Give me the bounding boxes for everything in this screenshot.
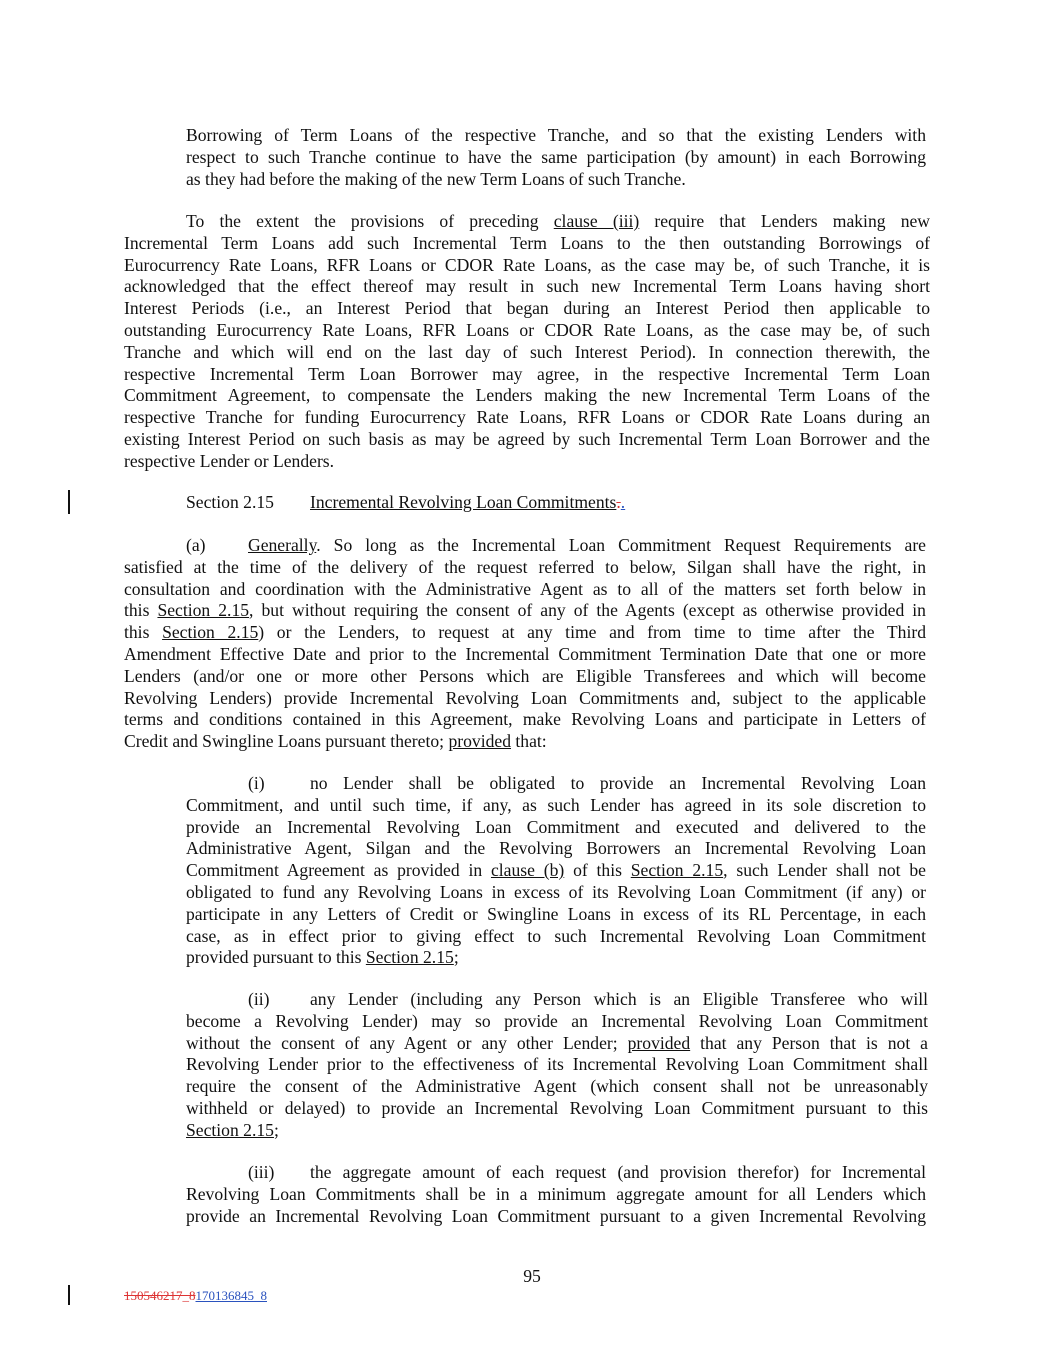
text-line — [186, 773, 926, 795]
text-fragment: Commitment Agreement as provided in — [186, 860, 483, 881]
section-reference: Section 2.15 — [162, 622, 259, 643]
text-fragment: ; — [273, 1119, 279, 1140]
text-fragment: require that Lenders making new — [654, 211, 931, 231]
clause-heading: Generally — [248, 535, 317, 555]
section-title: Incremental Revolving Loan Commitments — [310, 492, 617, 512]
inserted-punctuation: . — [620, 492, 626, 512]
text-fragment: Credit and Swingline Loans pursuant thereto; — [124, 731, 445, 752]
clause-label: (iii) — [248, 1162, 275, 1182]
text-line: respective Lender or Lenders. — [124, 450, 335, 471]
paragraph-i — [186, 773, 926, 969]
deleted-doc-id: 150546217_8 — [124, 1288, 196, 1303]
text-fragment: without the consent of any Agent or any other Lender; — [186, 1032, 618, 1053]
text-line — [186, 1033, 928, 1055]
text-fragment: this — [124, 622, 150, 643]
text-line: respective Tranche for funding Eurocurrency Rate Loans, RFR Loans or CDOR Rate Loans during an — [124, 407, 930, 428]
text-line — [124, 731, 926, 753]
text-fragment: this — [124, 600, 150, 621]
text-line: Revolving Lender prior to the effectiveness of its Incremental Revolving Loan Commitment shall — [186, 1054, 928, 1075]
text-fragment: . So long as the Incremental Loan Commitment Request Requirements are — [316, 535, 926, 555]
text-line: Commitment, and until such time, if any, as such Lender has agreed in its sole discretion to — [186, 794, 926, 815]
text-line: Eurocurrency Rate Loans, RFR Loans or CDOR Rate Loans, as the case may be, of such Tranche, it is — [124, 254, 930, 275]
text-line: provide an Incremental Revolving Loan Commitment and executed and delivered to the — [186, 816, 926, 837]
text-line: Incremental Term Loans add such Incremental Term Loans to the then outstanding Borrowings of — [124, 232, 930, 253]
text-line: consultation and coordination with the Administrative Agent as to all of the matters set forth below in — [124, 578, 926, 599]
text-fragment: that any Person that is not a — [700, 1032, 928, 1053]
section-reference: Section 2.15 — [157, 600, 250, 621]
section-reference: Section 2.15 — [186, 1119, 274, 1140]
revision-change-bar — [68, 490, 70, 514]
text-fragment: To the extent the provisions of preceding — [186, 211, 539, 231]
text-line: provide an Incremental Revolving Loan Commitment pursuant to a given Incremental Revolving — [186, 1205, 926, 1226]
proviso-term: provided — [627, 1032, 691, 1053]
text-line: Amendment Effective Date and prior to the Incremental Commitment Termination Date that one or more — [124, 643, 926, 664]
paragraph-ii — [186, 989, 928, 1142]
text-fragment: of this — [573, 860, 622, 881]
text-fragment: , such Lender shall not be — [723, 860, 926, 881]
clause-label: (i) — [248, 773, 265, 793]
text-line: existing Interest Period on such basis as may be agreed by such Incremental Term Loan Borrower and the — [124, 428, 930, 449]
text-fragment: the aggregate amount of each request (and provision therefor) for Incremental — [310, 1162, 926, 1182]
clause-b-reference: clause (b) — [490, 860, 565, 881]
text-line — [186, 1120, 928, 1142]
text-fragment: provided pursuant to this — [186, 947, 362, 968]
text-fragment: no Lender shall be obligated to provide an Incremental Revolving Loan — [310, 773, 926, 793]
clause-iii-reference: clause (iii) — [553, 211, 640, 231]
text-line: Commitment Agreement, to compensate the Lenders making the new Incremental Term Loans of the — [124, 385, 930, 406]
proviso-term: provided — [448, 731, 511, 752]
section-heading — [186, 492, 625, 514]
text-line — [186, 989, 928, 1011]
text-line: outstanding Eurocurrency Rate Loans, RFR Loans or CDOR Rate Loans, as the case may be, of such — [124, 319, 930, 340]
text-line: Administrative Agent, Silgan and the Revolving Borrowers an Incremental Revolving Loan — [186, 838, 926, 859]
text-line — [186, 947, 926, 969]
text-line: terms and conditions contained in this Agreement, make Revolving Loans and participate in Letters of — [124, 709, 926, 730]
text-line: acknowledged that the effect thereof may result in such new Incremental Term Loans having short — [124, 276, 930, 297]
paragraph-a-generally — [124, 535, 926, 753]
text-fragment: any Lender (including any Person which is an Eligible Transferee who will — [310, 989, 928, 1009]
text-fragment: ; — [453, 947, 459, 968]
text-line — [124, 600, 926, 622]
text-line: respective Incremental Term Loan Borrower may agree, in the respective Incremental Term Loan — [124, 363, 930, 384]
text-line: Revolving Lenders) provide Incremental Revolving Loan Commitments and, subject to the applicable — [124, 687, 926, 708]
section-reference: Section 2.15 — [365, 947, 454, 968]
text-line — [124, 622, 926, 644]
text-line — [186, 1162, 926, 1184]
clause-label: (a) — [186, 535, 206, 555]
text-line: require the consent of the Administrative Agent (which consent shall not be unreasonably — [186, 1076, 928, 1097]
paragraph-continuation — [186, 125, 926, 190]
inserted-doc-id: 170136845_8 — [195, 1288, 267, 1303]
text-line — [186, 860, 926, 882]
section-reference: Section 2.15 — [630, 860, 724, 881]
section-number: Section 2.15 — [186, 492, 274, 512]
deleted-punctuation: . — [616, 492, 621, 512]
text-line: Lenders (and/or one or more other Persons which are Eligible Transferees and which will become — [124, 665, 926, 686]
text-line: respect to such Tranche continue to have the same participation (by amount) in each Borrowing — [186, 146, 926, 167]
text-fragment: ) or the Lenders, to request at any time and from time to time after the Third — [258, 622, 926, 643]
text-line: Borrowing of Term Loans of the respective Tranche, and so that the existing Lenders with — [186, 125, 926, 145]
text-fragment: , but without requiring the consent of any of the Agents (except as otherwise provided in — [249, 600, 926, 621]
document-id — [124, 1288, 267, 1304]
text-line: become a Revolving Lender) may so provide an Incremental Revolving Loan Commitment — [186, 1010, 928, 1031]
clause-label: (ii) — [248, 989, 270, 1009]
text-line: satisfied at the time of the delivery of the request referred to below, Silgan shall have the right, in — [124, 556, 926, 577]
text-line: Interest Periods (i.e., an Interest Period that began during an Interest Period then applicable to — [124, 298, 930, 319]
text-line: withheld or delayed) to provide an Incremental Revolving Loan Commitment pursuant to this — [186, 1097, 928, 1118]
text-line: Revolving Loan Commitments shall be in a minimum aggregate amount for all Lenders which — [186, 1183, 926, 1204]
revision-change-bar — [68, 1285, 70, 1305]
text-fragment: that: — [515, 731, 547, 752]
text-line: obligated to fund any Revolving Loans in excess of its Revolving Loan Commitment (if any) or — [186, 881, 926, 902]
text-line — [124, 535, 926, 557]
text-line: as they had before the making of the new Term Loans of such Tranche. — [186, 168, 686, 189]
text-line: participate in any Letters of Credit or Swingline Loans in excess of its RL Percentage, in each — [186, 903, 926, 924]
text-line — [124, 211, 930, 233]
page-number: 95 — [523, 1266, 541, 1286]
text-line: Tranche and which will end on the last day of such Interest Period). In connection therewith, the — [124, 341, 930, 362]
paragraph-incremental-term-loans — [124, 211, 930, 473]
paragraph-iii — [186, 1162, 926, 1227]
text-line: case, as in effect prior to giving effect to such Incremental Revolving Loan Commitment — [186, 925, 926, 946]
